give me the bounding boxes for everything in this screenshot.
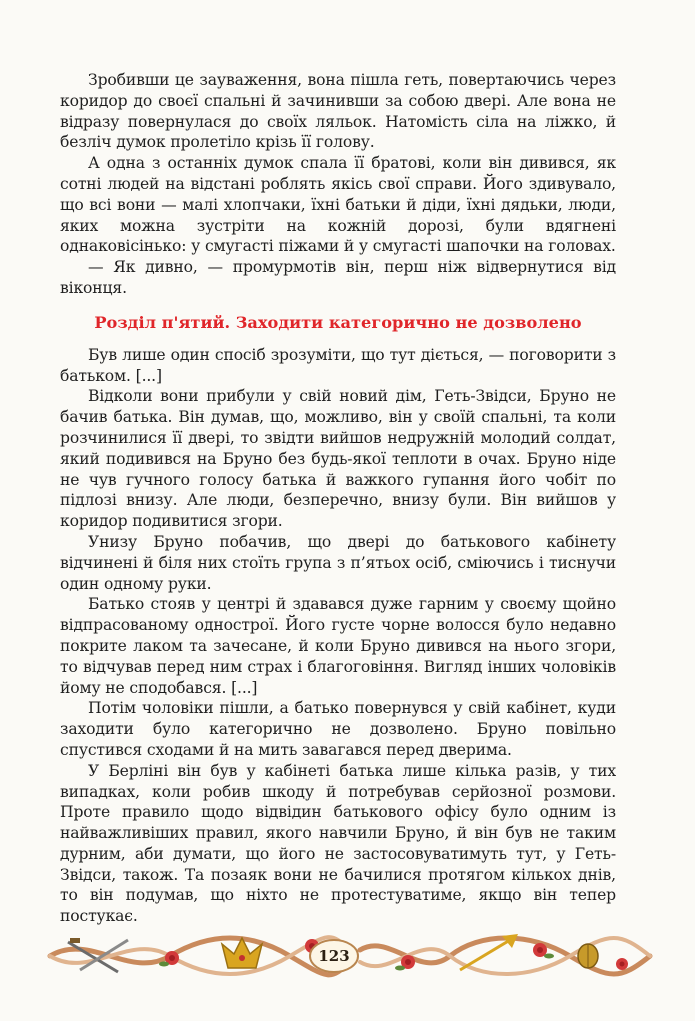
paragraph: Зробивши це зауваження, вона пішла геть, повертаючись через коридор до своєї спальні й зачинивши за собою двері. Але вона не відразу повернулася до своїх ляльок. Натомість сіла на ліжко, й безліч думок пролетіло крізь її голову. bbox=[60, 71, 616, 152]
rose-icon bbox=[395, 955, 415, 971]
page-number: 123 bbox=[318, 947, 350, 965]
page-text-block bbox=[60, 70, 616, 927]
paragraph: Унизу Бруно побачив, що двері до батькового кабінету відчинені й біля них стоїть група з п’ятьох осіб, сміючись і тиснучи один одному руки. bbox=[60, 532, 616, 593]
chapter-title: Розділ п'ятий. Заходити категорично не дозволено bbox=[94, 312, 582, 332]
paragraph: У Берліні він був у кабінеті батька лише кілька разів, у тих випадках, коли робив шкоду й потребував серйозної розмови. Проте правило щодо відвідин батькового офісу було одним із найважливіших правил, якого навчили Бруно, й він був не таким дурним, аби думати, що його не застосовуватимуть тут, у Геть-Звідси, також. Та позаяк вони не бачилися протягом кількох днів, то він подумав, що ніхто не протестуватиме, якщо він тепер постукає. bbox=[60, 761, 616, 926]
paragraph: Відколи вони прибули у свій новий дім, Геть-Звідси, Бруно не бачив батька. Він думав, що, можливо, він у своїй спальні, та коли розчинилися її двері, то звідти вийшов недружній молодий солдат, який подивився на Бруно без будь-якої теплоти в очах. Бруно ніде не чув гучного голосу батька й важкого гупання його чобіт по підлозі внизу. Але люди, безперечно, внизу були. Він вийшов у коридор подивитися згори. bbox=[60, 387, 616, 531]
paragraph: Потім чоловіки пішли, а батько повернувся у свій кабінет, куди заходити було категорично не дозволено. Бруно повільно спустився сходами й на мить завагався перед дверима. bbox=[60, 699, 616, 759]
paragraph: Батько стояв у центрі й здавався дуже гарним у своєму щойно відпрасованому однострої. Його густе чорне волосся було недавно покрите лаком та зачесане, й коли Бруно дивився на нього згори, то відчував перед ним страх і благоговіння. Вигляд інших чоловіків йому не сподобався. [...] bbox=[60, 595, 616, 697]
scarab-icon bbox=[578, 944, 598, 968]
rose-icon bbox=[616, 958, 628, 970]
paragraph: А одна з останніх думок спала її братові, коли він дивився, як сотні людей на відстані роблять якісь свої справи. Його здивувало, що всі вони — малі хлопчаки, їхні батьки й діди, їхні дядьки, люди, яких можна зустріти на кожній дорозі, були вдягнені однаковісінько: у смугасті піжами й у смугасті шапочки на головах. bbox=[60, 154, 616, 256]
paragraph: Був лише один спосіб зрозуміти, що тут діється, — поговорити з батьком. [...] bbox=[60, 345, 616, 385]
paragraph: — Як дивно, — промурмотів він, перш ніж відвернутися від віконця. bbox=[60, 258, 616, 297]
